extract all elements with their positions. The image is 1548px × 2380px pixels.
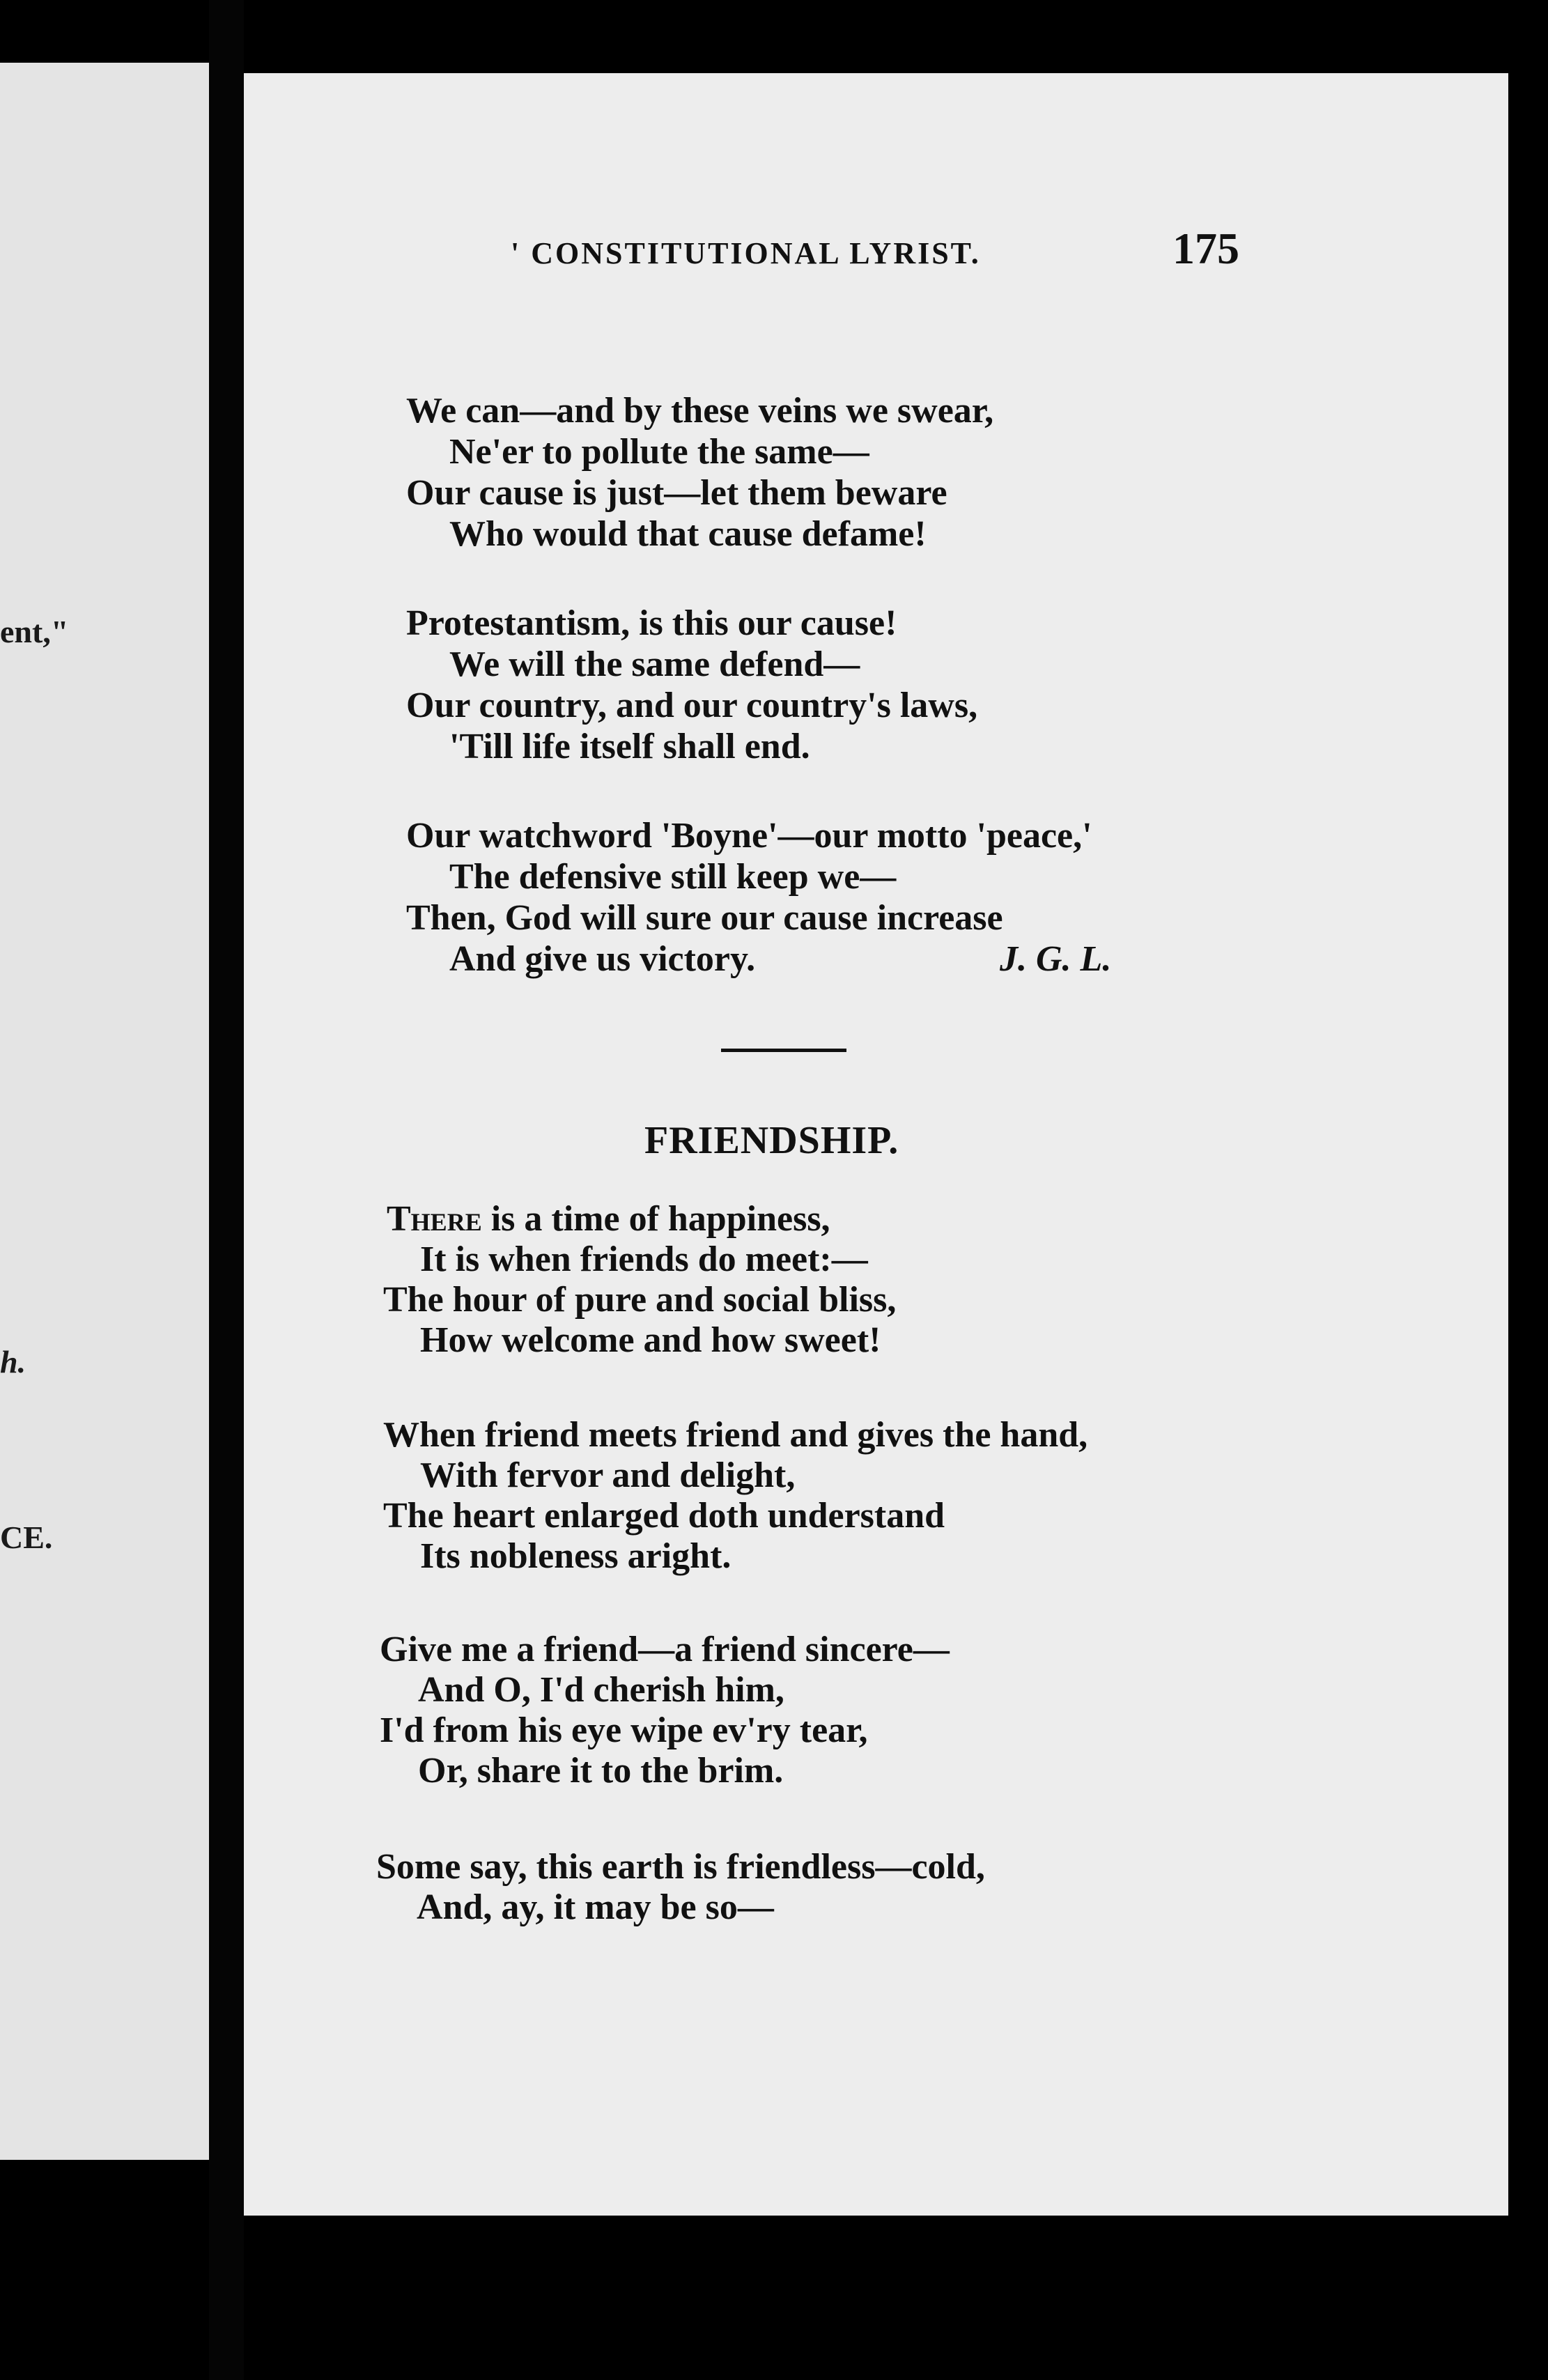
left-facing-page bbox=[0, 63, 209, 2160]
poem-line: We can—and by these veins we swear, bbox=[406, 391, 994, 431]
poem-line: When friend meets friend and gives the hand, bbox=[383, 1415, 1088, 1455]
first-word: There bbox=[387, 1199, 482, 1239]
poem-line: Our cause is just—let them beware bbox=[406, 473, 947, 513]
running-head: ' CONSTITUTIONAL LYRIST. bbox=[511, 236, 981, 270]
poem-line: Who would that cause defame! bbox=[449, 514, 927, 554]
book-gutter bbox=[209, 0, 244, 2380]
poem-line: Its nobleness aright. bbox=[420, 1536, 732, 1576]
poem-line: The heart enlarged doth understand bbox=[383, 1496, 945, 1536]
poem-line: Our watchword 'Boyne'—our motto 'peace,' bbox=[406, 816, 1092, 856]
poem-title: FRIENDSHIP. bbox=[644, 1119, 899, 1162]
poem-line: And, ay, it may be so— bbox=[417, 1887, 774, 1927]
left-page-fragment: h. bbox=[0, 1344, 26, 1380]
author-signature: J. G. L. bbox=[1000, 939, 1112, 979]
poem-line: With fervor and delight, bbox=[420, 1455, 796, 1495]
first-line-rest: is a time of happiness, bbox=[481, 1199, 830, 1239]
poem-line: The hour of pure and social bliss, bbox=[383, 1280, 897, 1320]
page-number: 175 bbox=[1172, 224, 1239, 273]
poem-line: The defensive still keep we— bbox=[449, 857, 897, 897]
poem-line: We will the same defend— bbox=[449, 644, 860, 684]
poem-line: It is when friends do meet:— bbox=[420, 1239, 868, 1279]
poem-line: 'Till life itself shall end. bbox=[449, 727, 810, 766]
section-divider bbox=[721, 1049, 846, 1052]
poem-line bbox=[387, 1198, 830, 1239]
poem-line: Protestantism, is this our cause! bbox=[406, 603, 897, 643]
left-page-fragment: ent," bbox=[0, 614, 69, 649]
page-header bbox=[267, 223, 1270, 279]
poem-line: And give us victory. bbox=[449, 939, 756, 979]
poem-line: Some say, this earth is friendless—cold, bbox=[376, 1847, 985, 1887]
poem-line: I'd from his eye wipe ev'ry tear, bbox=[380, 1710, 868, 1750]
poem-line: How welcome and how sweet! bbox=[420, 1320, 881, 1360]
left-page-fragment: CE. bbox=[0, 1520, 53, 1555]
poem-line: Then, God will sure our cause increase bbox=[406, 898, 1003, 938]
poem-line: Our country, and our country's laws, bbox=[406, 686, 978, 725]
poem-line: Or, share it to the brim. bbox=[418, 1751, 784, 1791]
poem-line: Ne'er to pollute the same— bbox=[449, 432, 869, 472]
poem-line: And O, I'd cherish him, bbox=[418, 1670, 784, 1710]
poem-line: Give me a friend—a friend sincere— bbox=[380, 1630, 950, 1669]
